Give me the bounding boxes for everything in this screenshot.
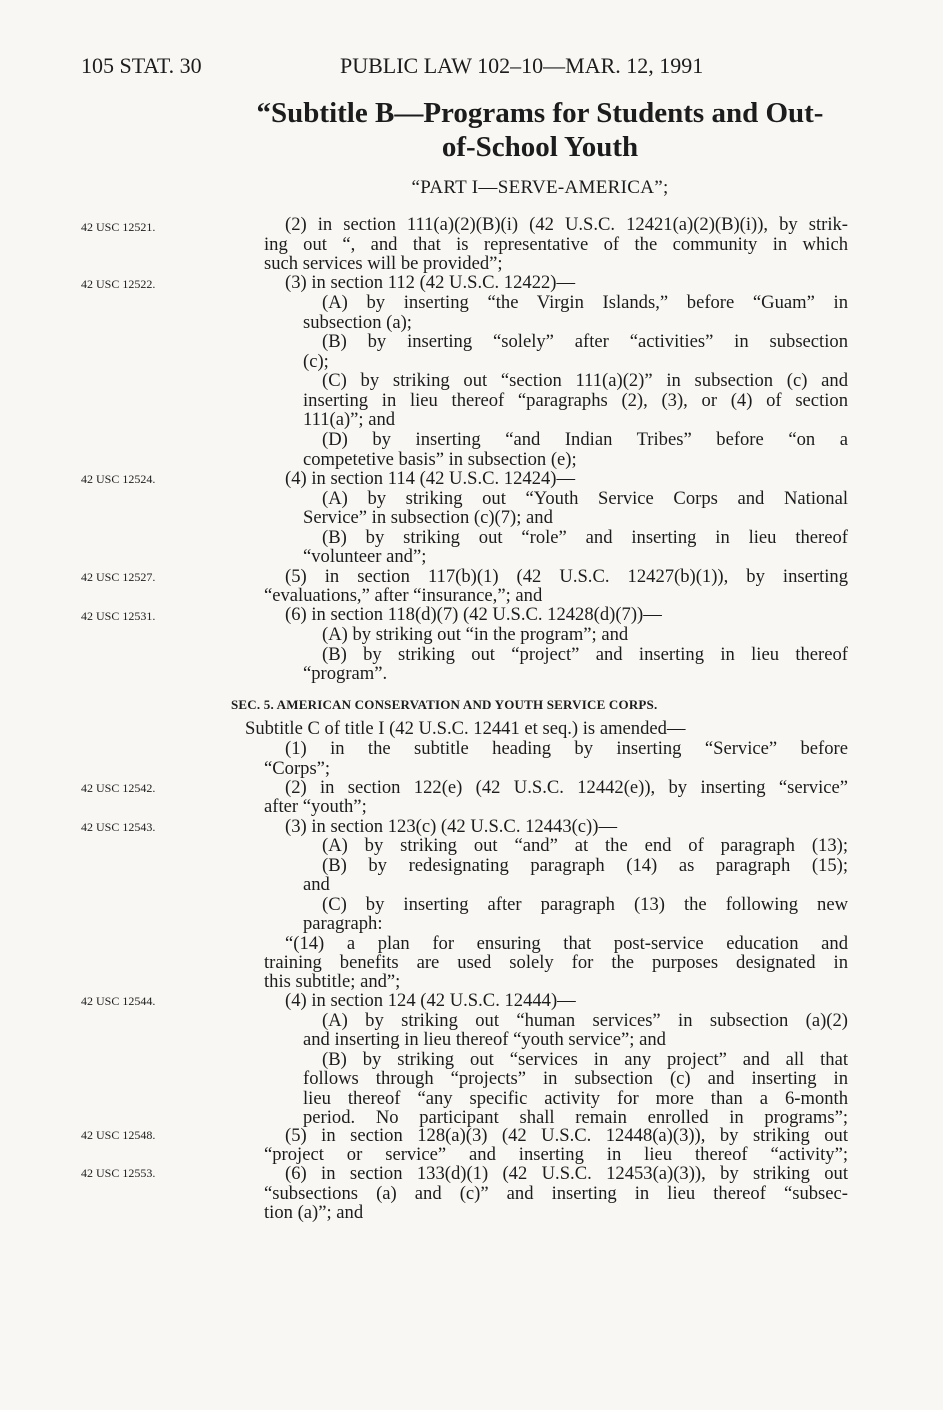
- margin-note: 42 USC 12543.: [81, 820, 156, 834]
- text-line: (2) in section 122(e) (42 U.S.C. 12442(e)), by inserting “service”: [285, 777, 848, 798]
- margin-note: 42 USC 12553.: [81, 1166, 156, 1180]
- text-line: (4) in section 124 (42 U.S.C. 12444)—: [285, 990, 576, 1011]
- text-line: (4) in section 114 (42 U.S.C. 12424)—: [285, 468, 576, 489]
- subtitle-heading-line-1: “Subtitle B—Programs for Students and Out-: [256, 97, 824, 129]
- text-line: this subtitle; and”;: [264, 971, 401, 992]
- text-line: (5) in section 128(a)(3) (42 U.S.C. 12448(a)(3)), by striking out: [285, 1125, 848, 1146]
- margin-note: 42 USC 12542.: [81, 781, 156, 795]
- text-line: “subsections (a) and (c)” and inserting in lieu thereof “subsec-: [264, 1183, 848, 1204]
- text-line: (A) by inserting “the Virgin Islands,” before “Guam” in: [322, 292, 848, 313]
- text-line: “program”.: [303, 663, 388, 684]
- margin-note: 42 USC 12521.: [81, 220, 156, 234]
- margin-note: 42 USC 12524.: [81, 472, 156, 486]
- text-line: and: [303, 874, 330, 895]
- text-line: (A) by striking out “human services” in subsection (a)(2): [322, 1010, 848, 1031]
- text-line: (B) by inserting “solely” after “activities” in subsection: [322, 331, 848, 352]
- text-line: such services will be provided”;: [264, 253, 503, 274]
- text-line: “volunteer and”;: [303, 546, 427, 567]
- text-line: Service” in subsection (c)(7); and: [303, 507, 553, 528]
- text-line: (A) by striking out “in the program”; and: [322, 624, 629, 645]
- text-line: “(14) a plan for ensuring that post-service education and: [285, 933, 848, 954]
- text-line: Subtitle C of title I (42 U.S.C. 12441 et seq.) is amended—: [245, 718, 686, 739]
- text-line: (C) by inserting after paragraph (13) the following new: [322, 894, 848, 915]
- text-line: (B) by striking out “services in any project” and all that: [322, 1049, 848, 1070]
- text-line: follows through “projects” in subsection (c) and inserting in: [303, 1068, 848, 1089]
- text-line: (3) in section 123(c) (42 U.S.C. 12443(c))—: [285, 816, 618, 837]
- section-heading: SEC. 5. AMERICAN CONSERVATION AND YOUTH SERVICE CORPS.: [231, 697, 658, 712]
- text-line: (6) in section 118(d)(7) (42 U.S.C. 12428(d)(7))—: [285, 604, 662, 625]
- part-heading: “PART I—SERVE-AMERICA”;: [411, 177, 669, 198]
- text-line: (A) by striking out “and” at the end of paragraph (13);: [322, 835, 848, 856]
- text-line: competetive basis” in subsection (e);: [303, 449, 577, 470]
- text-line: (B) by striking out “role” and inserting in lieu thereof: [322, 527, 848, 548]
- text-line: (2) in section 111(a)(2)(B)(i) (42 U.S.C. 12421(a)(2)(B)(i)), by strik-: [285, 214, 848, 235]
- subtitle-heading: [228, 96, 852, 164]
- text-line: (D) by inserting “and Indian Tribes” before “on a: [322, 429, 848, 450]
- text-line: (B) by striking out “project” and inserting in lieu thereof: [322, 644, 848, 665]
- text-line: (6) in section 133(d)(1) (42 U.S.C. 12453(a)(3)), by striking out: [285, 1163, 848, 1184]
- text-line: (C) by striking out “section 111(a)(2)” in subsection (c) and: [322, 370, 848, 391]
- text-line: “Corps”;: [264, 758, 331, 779]
- text-line: period. No participant shall remain enrolled in programs”;: [303, 1107, 848, 1128]
- text-line: subsection (a);: [303, 312, 412, 333]
- text-line: tion (a)”; and: [264, 1202, 364, 1223]
- text-line: (A) by striking out “Youth Service Corps and National: [322, 488, 848, 509]
- margin-note: 42 USC 12548.: [81, 1128, 156, 1142]
- text-line: (3) in section 112 (42 U.S.C. 12422)—: [285, 272, 576, 293]
- margin-note: 42 USC 12544.: [81, 994, 156, 1008]
- subtitle-heading-line-2: of-School Youth: [441, 131, 639, 163]
- text-line: “project or service” and inserting in lieu thereof “activity”;: [264, 1144, 848, 1165]
- text-line: (B) by redesignating paragraph (14) as paragraph (15);: [322, 855, 848, 876]
- text-line: training benefits are used solely for the purposes designated in: [264, 952, 848, 973]
- margin-note: 42 USC 12527.: [81, 570, 156, 584]
- running-header-law: PUBLIC LAW 102–10—MAR. 12, 1991: [340, 53, 704, 78]
- text-line: ing out “, and that is representative of the community in which: [264, 234, 848, 255]
- text-line: after “youth”;: [264, 796, 367, 817]
- stat-page-number: 105 STAT. 30: [81, 53, 202, 78]
- text-line: “evaluations,” after “insurance,”; and: [264, 585, 543, 606]
- text-line: (c);: [303, 351, 329, 372]
- text-line: and inserting in lieu thereof “youth service”; and: [303, 1029, 666, 1050]
- text-line: paragraph:: [303, 913, 383, 934]
- margin-note: 42 USC 12522.: [81, 277, 156, 291]
- margin-note: 42 USC 12531.: [81, 609, 156, 623]
- text-line: lieu thereof “any specific activity for more than a 6-month: [303, 1088, 848, 1109]
- text-line: (1) in the subtitle heading by inserting “Service” before: [285, 738, 848, 759]
- text-line: 111(a)”; and: [303, 409, 396, 430]
- text-line: inserting in lieu thereof “paragraphs (2), (3), or (4) of section: [303, 390, 848, 411]
- text-line: (5) in section 117(b)(1) (42 U.S.C. 12427(b)(1)), by inserting: [285, 566, 848, 587]
